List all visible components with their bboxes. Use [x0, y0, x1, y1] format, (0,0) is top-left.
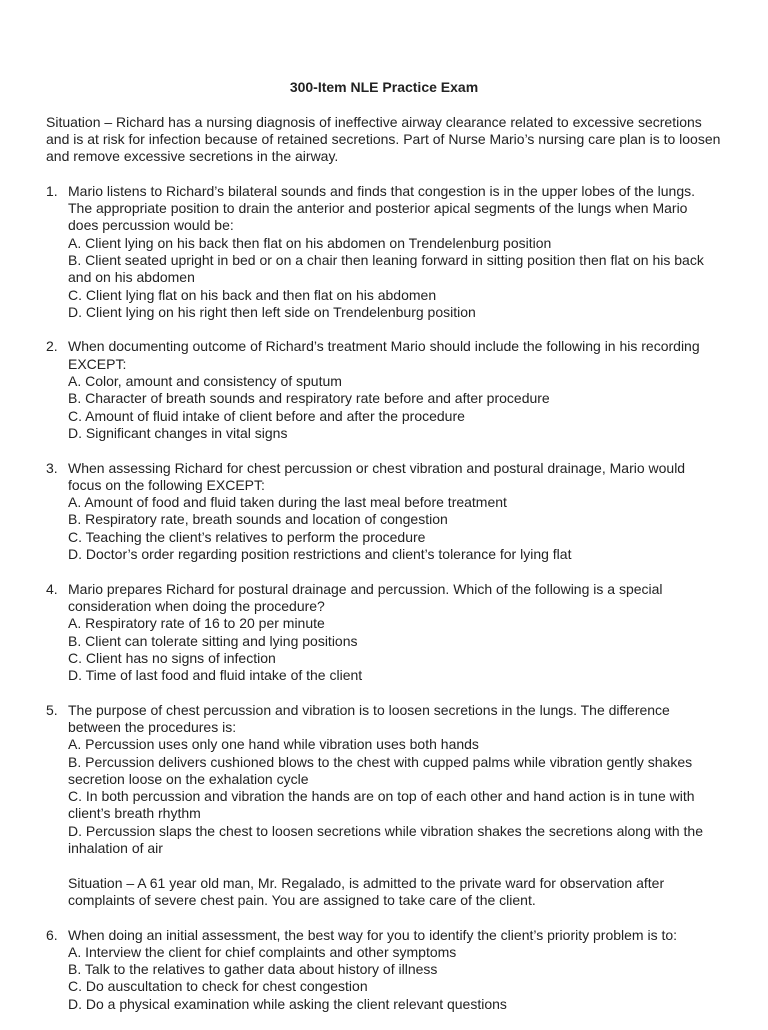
question-item	[46, 927, 721, 1013]
answer-option: D. Percussion slaps the chest to loosen secretions while vibration shakes the secretions along with the inhalation of air	[68, 822, 704, 857]
question-stem: When doing an initial assessment, the best way for you to identify the client’s priority problem is to:	[68, 926, 678, 943]
question-stem: When assessing Richard for chest percussion or chest vibration and postural drainage, Mario would focus on the following EXCEPT:	[68, 459, 686, 493]
answer-option: B. Respiratory rate, breath sounds and location of congestion	[68, 511, 448, 528]
answer-option: A. Amount of food and fluid taken during the last meal before treatment	[68, 494, 507, 511]
answer-option: C. Do auscultation to check for chest congestion	[68, 978, 368, 995]
question-item	[46, 702, 721, 858]
document-title: 300-Item NLE Practice Exam	[289, 79, 479, 95]
answer-option: A. Percussion uses only one hand while vibration uses both hands	[68, 736, 479, 753]
answer-option: D. Do a physical examination while asking the client relevant questions	[68, 995, 507, 1012]
answer-option: B. Talk to the relatives to gather data about history of illness	[68, 961, 438, 978]
answer-option: A. Client lying on his back then flat on his abdomen on Trendelenburg position	[68, 234, 552, 251]
question-number: 2.	[46, 338, 58, 355]
answer-option: A. Interview the client for chief complaints and other symptoms	[68, 943, 457, 960]
question-stem: Mario listens to Richard’s bilateral sounds and finds that congestion is in the upper lobes of the lungs. The appropriate position to drain the anterior and posterior apical segments of the lungs when Mario does percussion would be:	[68, 182, 695, 234]
answer-option: B. Client seated upright in bed or on a chair then leaning forward in sitting position then flat on his back and on his abdomen	[68, 251, 704, 286]
question-number: 3.	[46, 459, 58, 476]
answer-option: A. Color, amount and consistency of sputum	[68, 373, 342, 390]
answer-option: A. Respiratory rate of 16 to 20 per minute	[68, 615, 325, 632]
answer-option: D. Client lying on his right then left side on Trendelenburg position	[68, 303, 476, 320]
answer-option: C. In both percussion and vibration the hands are on top of each other and hand action is in tune with client’s breath rhythm	[68, 788, 695, 822]
situation-paragraph: Situation – Richard has a nursing diagnosis of ineffective airway clearance related to excessive secretions and is at risk for infection because of retained secretions. Part of Nurse Mario’s nursing care plan is to loosen and remove excessive secretions in the airway.	[46, 113, 721, 165]
answer-option: D. Significant changes in vital signs	[68, 424, 288, 441]
question-item	[46, 183, 721, 321]
question-number: 1.	[46, 182, 58, 199]
question-number: 5.	[46, 701, 58, 718]
answer-option: B. Percussion delivers cushioned blows to the chest with cupped palms while vibration gently shakes secretion loose on the exhalation cycle	[68, 753, 693, 787]
answer-option: C. Teaching the client’s relatives to perform the procedure	[68, 528, 426, 545]
question-number: 6.	[46, 926, 58, 943]
answer-option: C. Client lying flat on his back and then flat on his abdomen	[68, 286, 437, 303]
document-page	[46, 79, 721, 1030]
answer-option: C. Client has no signs of infection	[68, 649, 276, 666]
question-stem: The purpose of chest percussion and vibration is to loosen secretions in the lungs. The difference between the procedures is:	[68, 701, 670, 735]
answer-option: B. Client can tolerate sitting and lying positions	[68, 632, 358, 649]
question-list-2	[46, 927, 721, 1013]
situation-paragraph-2: Situation – A 61 year old man, Mr. Regalado, is admitted to the private ward for observation after complaints of severe chest pain. You are assigned to take care of the client.	[68, 874, 665, 908]
question-number: 4.	[46, 580, 58, 597]
question-item	[46, 338, 721, 442]
answer-option: D. Time of last food and fluid intake of the client	[68, 667, 363, 684]
answer-option: D. Doctor’s order regarding position restrictions and client’s tolerance for lying flat	[68, 546, 572, 563]
answer-option: B. Character of breath sounds and respiratory rate before and after procedure	[68, 390, 550, 407]
question-item	[46, 460, 721, 564]
question-list	[46, 183, 721, 858]
question-stem: When documenting outcome of Richard’s treatment Mario should include the following in his recording EXCEPT:	[68, 338, 700, 372]
answer-option: C. Amount of fluid intake of client before and after the procedure	[68, 407, 465, 424]
question-stem: Mario prepares Richard for postural drainage and percussion. Which of the following is a special consideration when doing the procedure?	[68, 580, 663, 614]
question-item	[46, 581, 721, 685]
